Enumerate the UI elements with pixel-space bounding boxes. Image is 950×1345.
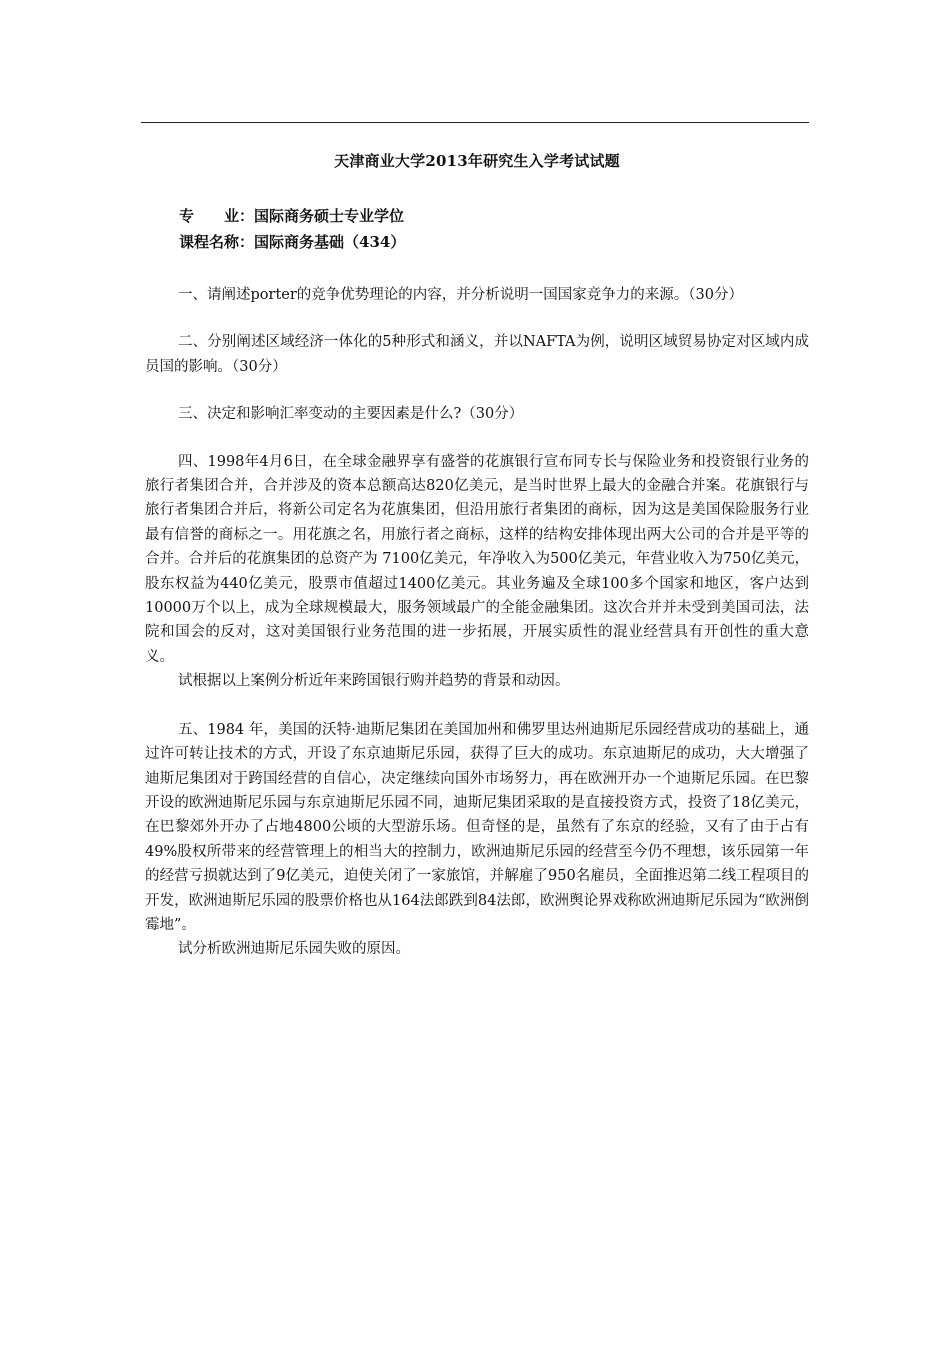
header-rule — [141, 122, 809, 123]
exam-meta — [145, 203, 809, 255]
question-1: 一、请阐述porter的竞争优势理论的内容，并分析说明一国国家竞争力的来源。（30分） — [178, 287, 743, 303]
major-row — [179, 203, 809, 229]
course-row — [179, 229, 809, 255]
exam-content — [145, 150, 809, 962]
question-4: 四、1998年4月6日，在全球金融界享有盛誉的花旗银行宣布同专长与保险业务和投资银行业务的旅行者集团合并，合并涉及的资本总额高达820亿美元，是当时世界上最大的金融合并案。花旗银行与旅行者集团合并后，将新公司定名为花旗集团，但沿用旅行者集团的商标，因为这是美国保险服务行业最有信誉的商标之一。用花旗之名，用旅行者之商标，这样的结构安排体现出两大公司的合并是平等的合并。合并后的花旗集团的总资产为 7100亿美元，年净收入为500亿美元，年营业收入为750亿美元，股东权益为440亿美元，股票市值超过1400亿美元。其业务遍及全球100多个国家和地区，客户达到10000万个以上，成为全球规模最大，服务领域最广的全能金融集团。这次合并并未受到美国司法，法院和国会的反对，这对美国银行业务范围的进一步拓展，开展实质性的混业经营具有开创性的重大意义。 — [145, 453, 809, 665]
question-3: 三、决定和影响汇率变动的主要因素是什么?（30分） — [178, 406, 524, 423]
course-label: 课程名称： — [179, 233, 255, 251]
major-value: 国际商务硕士专业学位 — [254, 207, 405, 225]
question-4-prompt: 试根据以上案例分析近年来跨国银行购并趋势的背景和动因。 — [178, 673, 570, 690]
question-2: 二、分别阐述区域经济一体化的5种形式和涵义，并以NAFTA为例，说明区域贸易协定对区域内成员国的影响。（30分） — [145, 334, 809, 375]
course-value: 国际商务基础（434） — [254, 233, 406, 251]
exam-title: 天津商业大学2013年研究生入学考试试题 — [334, 152, 620, 170]
question-5: 五、1984 年，美国的沃特·迪斯尼集团在美国加州和佛罗里达州迪斯尼乐园经营成功的基础上，通过许可转让技术的方式，开设了东京迪斯尼乐园，获得了巨大的成功。东京迪斯尼的成功，大大增强了迪斯尼集团对于跨国经营的自信心，决定继续向国外市场努力，再在欧洲开办一个迪斯尼乐园。在巴黎开设的欧洲迪斯尼乐园与东京迪斯尼乐园不同，迪斯尼集团采取的是直接投资方式，投资了18亿美元，在巴黎郊外开办了占地4800公顷的大型游乐场。但奇怪的是，虽然有了东京的经验，又有了由于占有49%股权所带来的经营管理上的相当大的控制力，欧洲迪斯尼乐园的经营至今仍不理想，该乐园第一年的经营亏损就达到了9亿美元，迫使关闭了一家旅馆，并解雇了950名雇员，全面推迟第二线工程项目的开发，欧洲迪斯尼乐园的股票价格也从164法郎跌到84法郎，欧洲舆论界戏称欧洲迪斯尼乐园为“欧洲倒霉地”。 — [145, 721, 809, 933]
question-5-prompt: 试分析欧洲迪斯尼乐园失败的原因。 — [178, 941, 410, 958]
major-label: 专 业： — [179, 207, 255, 225]
